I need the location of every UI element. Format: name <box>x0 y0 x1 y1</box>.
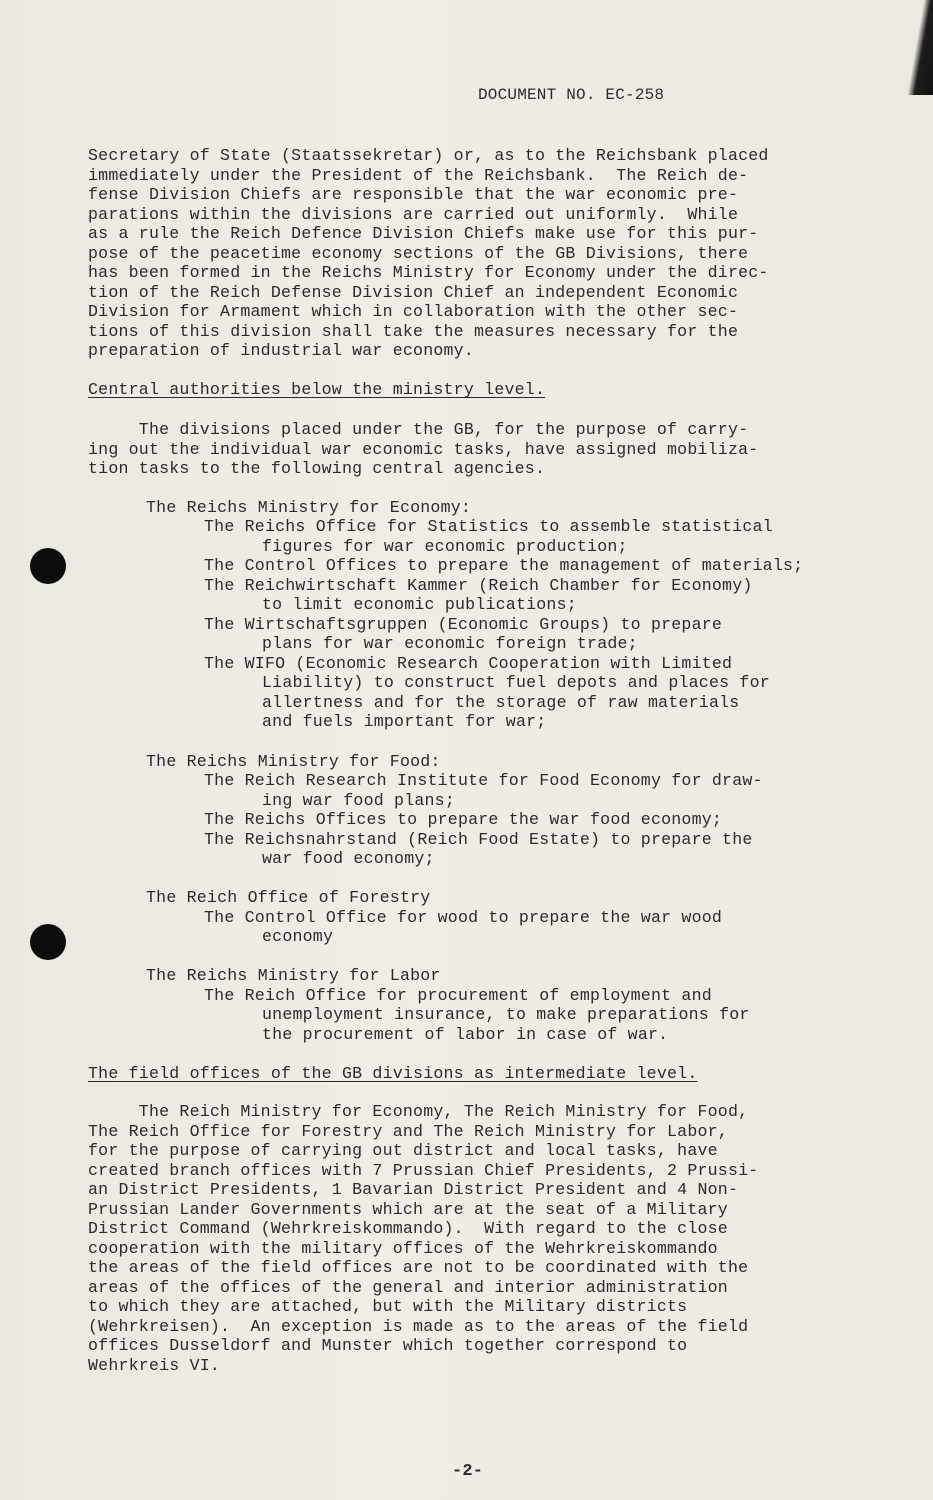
ministry-heading: The Reichs Ministry for Food: <box>146 752 441 771</box>
section-heading-central: Central authorities below the ministry level. <box>88 380 546 399</box>
agency-continuation: the procurement of labor in case of war. <box>262 1025 669 1044</box>
intro-line: parations within the divisions are carried out uniformly. While <box>88 205 739 224</box>
agency-continuation: economy <box>262 927 334 946</box>
field-line: areas of the offices of the general and interior administration <box>88 1278 728 1297</box>
field-line: the areas of the field offices are not to be coordinated with the <box>88 1258 749 1277</box>
intro-line: immediately under the President of the Reichsbank. The Reich de- <box>88 166 749 185</box>
intro-line: as a rule the Reich Defence Division Chiefs make use for this pur- <box>88 224 759 243</box>
agency-line: The Reichs Offices to prepare the war food economy; <box>204 810 723 829</box>
field-line: Prussian Lander Governments which are at the seat of a Military <box>88 1200 728 1219</box>
document-number: DOCUMENT NO. EC-258 <box>478 86 665 104</box>
central-line: The divisions placed under the GB, for the purpose of carry- <box>88 420 749 439</box>
field-line: The Reich Ministry for Economy, The Reich Ministry for Food, <box>88 1102 749 1121</box>
intro-line: Division for Armament which in collaboration with the other sec- <box>88 302 739 321</box>
field-line: (Wehrkreisen). An exception is made as to the areas of the field <box>88 1317 749 1336</box>
page-edge-shadow <box>903 0 933 95</box>
agency-continuation: allertness and for the storage of raw materials <box>262 693 740 712</box>
agency-continuation: and fuels important for war; <box>262 712 547 731</box>
field-line: District Command (Wehrkreiskommando). With regard to the close <box>88 1219 728 1238</box>
central-line: tion tasks to the following central agencies. <box>88 459 546 478</box>
agency-continuation: plans for war economic foreign trade; <box>262 634 638 653</box>
ministry-heading: The Reichs Ministry for Economy: <box>146 498 472 517</box>
agency-line: The Wirtschaftsgruppen (Economic Groups) to prepare <box>204 615 723 634</box>
agency-continuation: unemployment insurance, to make preparations for <box>262 1005 750 1024</box>
intro-line: tions of this division shall take the measures necessary for the <box>88 322 739 341</box>
agency-continuation: to limit economic publications; <box>262 595 577 614</box>
field-line: offices Dusseldorf and Munster which together correspond to <box>88 1336 688 1355</box>
punch-hole-lower <box>30 924 66 960</box>
agency-continuation: ing war food plans; <box>262 791 455 810</box>
ministry-heading: The Reich Office of Forestry <box>146 888 431 907</box>
agency-continuation: figures for war economic production; <box>262 537 628 556</box>
field-line: Wehrkreis VI. <box>88 1356 221 1375</box>
intro-line: tion of the Reich Defense Division Chief an independent Economic <box>88 283 739 302</box>
field-line: for the purpose of carrying out district and local tasks, have <box>88 1141 718 1160</box>
field-line: The Reich Office for Forestry and The Reich Ministry for Labor, <box>88 1122 728 1141</box>
agency-line: The Reich Office for procurement of employment and <box>204 986 712 1005</box>
agency-line: The Reichsnahrstand (Reich Food Estate) to prepare the <box>204 830 753 849</box>
agency-continuation: war food economy; <box>262 849 435 868</box>
punch-hole-upper <box>30 548 66 584</box>
field-line: created branch offices with 7 Prussian Chief Presidents, 2 Prussi- <box>88 1161 759 1180</box>
intro-line: fense Division Chiefs are responsible that the war economic pre- <box>88 185 739 204</box>
central-line: ing out the individual war economic tasks, have assigned mobiliza- <box>88 440 759 459</box>
agency-line: The WIFO (Economic Research Cooperation with Limited <box>204 654 733 673</box>
ministry-heading: The Reichs Ministry for Labor <box>146 966 441 985</box>
intro-line: Secretary of State (Staatssekretar) or, as to the Reichsbank placed <box>88 146 769 165</box>
intro-line: preparation of industrial war economy. <box>88 341 474 360</box>
agency-line: The Reichwirtschaft Kammer (Reich Chamber for Economy) <box>204 576 753 595</box>
intro-line: pose of the peacetime economy sections of the GB Divisions, there <box>88 244 749 263</box>
agency-line: The Control Office for wood to prepare the war wood <box>204 908 723 927</box>
intro-line: has been formed in the Reichs Ministry for Economy under the direc- <box>88 263 769 282</box>
section-heading-field: The field offices of the GB divisions as intermediate level. <box>88 1064 698 1083</box>
field-line: to which they are attached, but with the Military districts <box>88 1297 688 1316</box>
agency-line: The Reich Research Institute for Food Economy for draw- <box>204 771 763 790</box>
field-line: an District Presidents, 1 Bavarian District President and 4 Non- <box>88 1180 739 1199</box>
page-number: -2- <box>452 1462 484 1481</box>
agency-line: The Control Offices to prepare the management of materials; <box>204 556 804 575</box>
agency-line: The Reichs Office for Statistics to assemble statistical <box>204 517 773 536</box>
agency-continuation: Liability) to construct fuel depots and places for <box>262 673 770 692</box>
field-line: cooperation with the military offices of the Wehrkreiskommando <box>88 1239 718 1258</box>
